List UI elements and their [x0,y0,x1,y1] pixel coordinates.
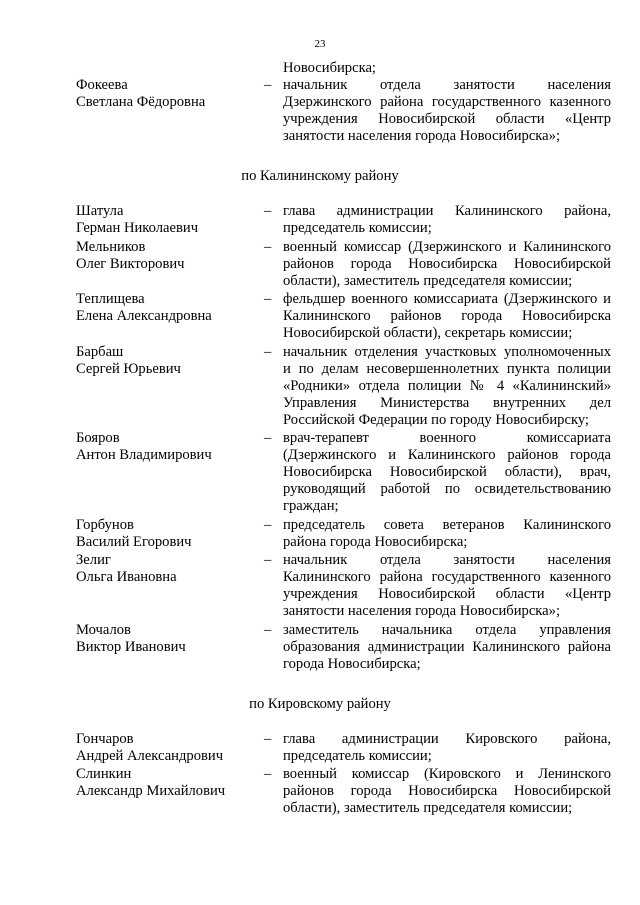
member-name: Шатула Герман Николаевич [76,203,199,236]
dash-separator: – [264,516,272,533]
member-entry [0,203,640,237]
group-1 [0,168,640,673]
member-name: Фокеева Светлана Фёдоровна [76,77,206,110]
dash-separator: – [264,766,272,782]
member-entry [0,766,640,817]
dash-separator: – [264,621,272,638]
member-entry [0,77,640,145]
member-entry [0,552,640,620]
section-heading: по Кировскому району [249,695,391,712]
member-name: Теплищева Елена Александровна [76,291,212,324]
member-name: Зелиг Ольга Ивановна [76,552,177,585]
member-name: Бояров Антон Владимирович [76,430,212,463]
group-0 [0,77,640,145]
member-entry [0,344,640,429]
member-position: заместитель начальника отдела управления образования администрации Калининского района города Новосибирска; [283,621,611,672]
dash-separator: – [264,291,272,307]
member-entry [0,731,640,765]
member-entry [0,517,640,551]
member-position: начальник отдела занятости населения Дзержинского района государственного казенного учреждения Новосибирской области «Центр занятости населения города Новосибирска»; [283,77,611,144]
dash-separator: – [264,77,272,93]
member-entry [0,430,640,515]
dash-separator: – [264,552,272,568]
member-entry [0,239,640,290]
commission-list [0,60,640,817]
member-position: военный комиссар (Дзержинского и Калининского районов города Новосибирска Новосибирской области), заместитель председателя комиссии; [283,238,611,289]
member-name: Мельников Олег Викторович [76,238,185,272]
group-2 [0,696,640,818]
dash-separator: – [264,238,272,255]
dash-separator: – [264,730,272,747]
dash-separator: – [264,343,272,360]
member-entry [0,291,640,342]
member-position: врач-терапевт военного комиссариата (Дзержинского и Калининского районов города Новосибирска Новосибирской области), врач, руководящий работой по освидетельствованию граждан; [283,430,611,514]
section-heading: по Калининскому району [241,168,399,184]
member-position: глава администрации Калининского района, председатель комиссии; [283,203,611,236]
member-position: глава администрации Кировского района, председатель комиссии; [283,730,611,764]
page-number: 23 [314,38,326,50]
continuation-text: Новосибирска; [283,60,376,76]
member-entry [0,622,640,673]
member-position: начальник отделения участковых уполномоченных и по делам несовершеннолетних пункта полиции «Родники» отдела полиции № 4 «Калининский» Управления Министерства внутренних дел Российской Федерации по городу Новосибирску; [283,343,611,428]
member-position: военный комиссар (Кировского и Ленинского районов города Новосибирска Новосибирской области), заместитель председателя комиссии; [283,766,611,816]
member-position: председатель совета ветеранов Калининского района города Новосибирска; [283,516,611,550]
dash-separator: – [264,203,272,219]
member-name: Гончаров Андрей Александрович [76,730,224,764]
member-position: начальник отдела занятости населения Калининского района государственного казенного учреждения Новосибирской области «Центр занятости населения города Новосибирска»; [283,552,611,619]
member-position: фельдшер военного комиссариата (Дзержинского и Калининского районов города Новосибирска Новосибирской области), секретарь комиссии; [283,291,611,341]
member-name: Слинкин Александр Михайлович [76,766,226,799]
member-name: Горбунов Василий Егорович [76,516,192,550]
dash-separator: – [264,430,272,446]
member-name: Барбаш Сергей Юрьевич [76,343,181,377]
member-name: Мочалов Виктор Иванович [76,621,186,655]
